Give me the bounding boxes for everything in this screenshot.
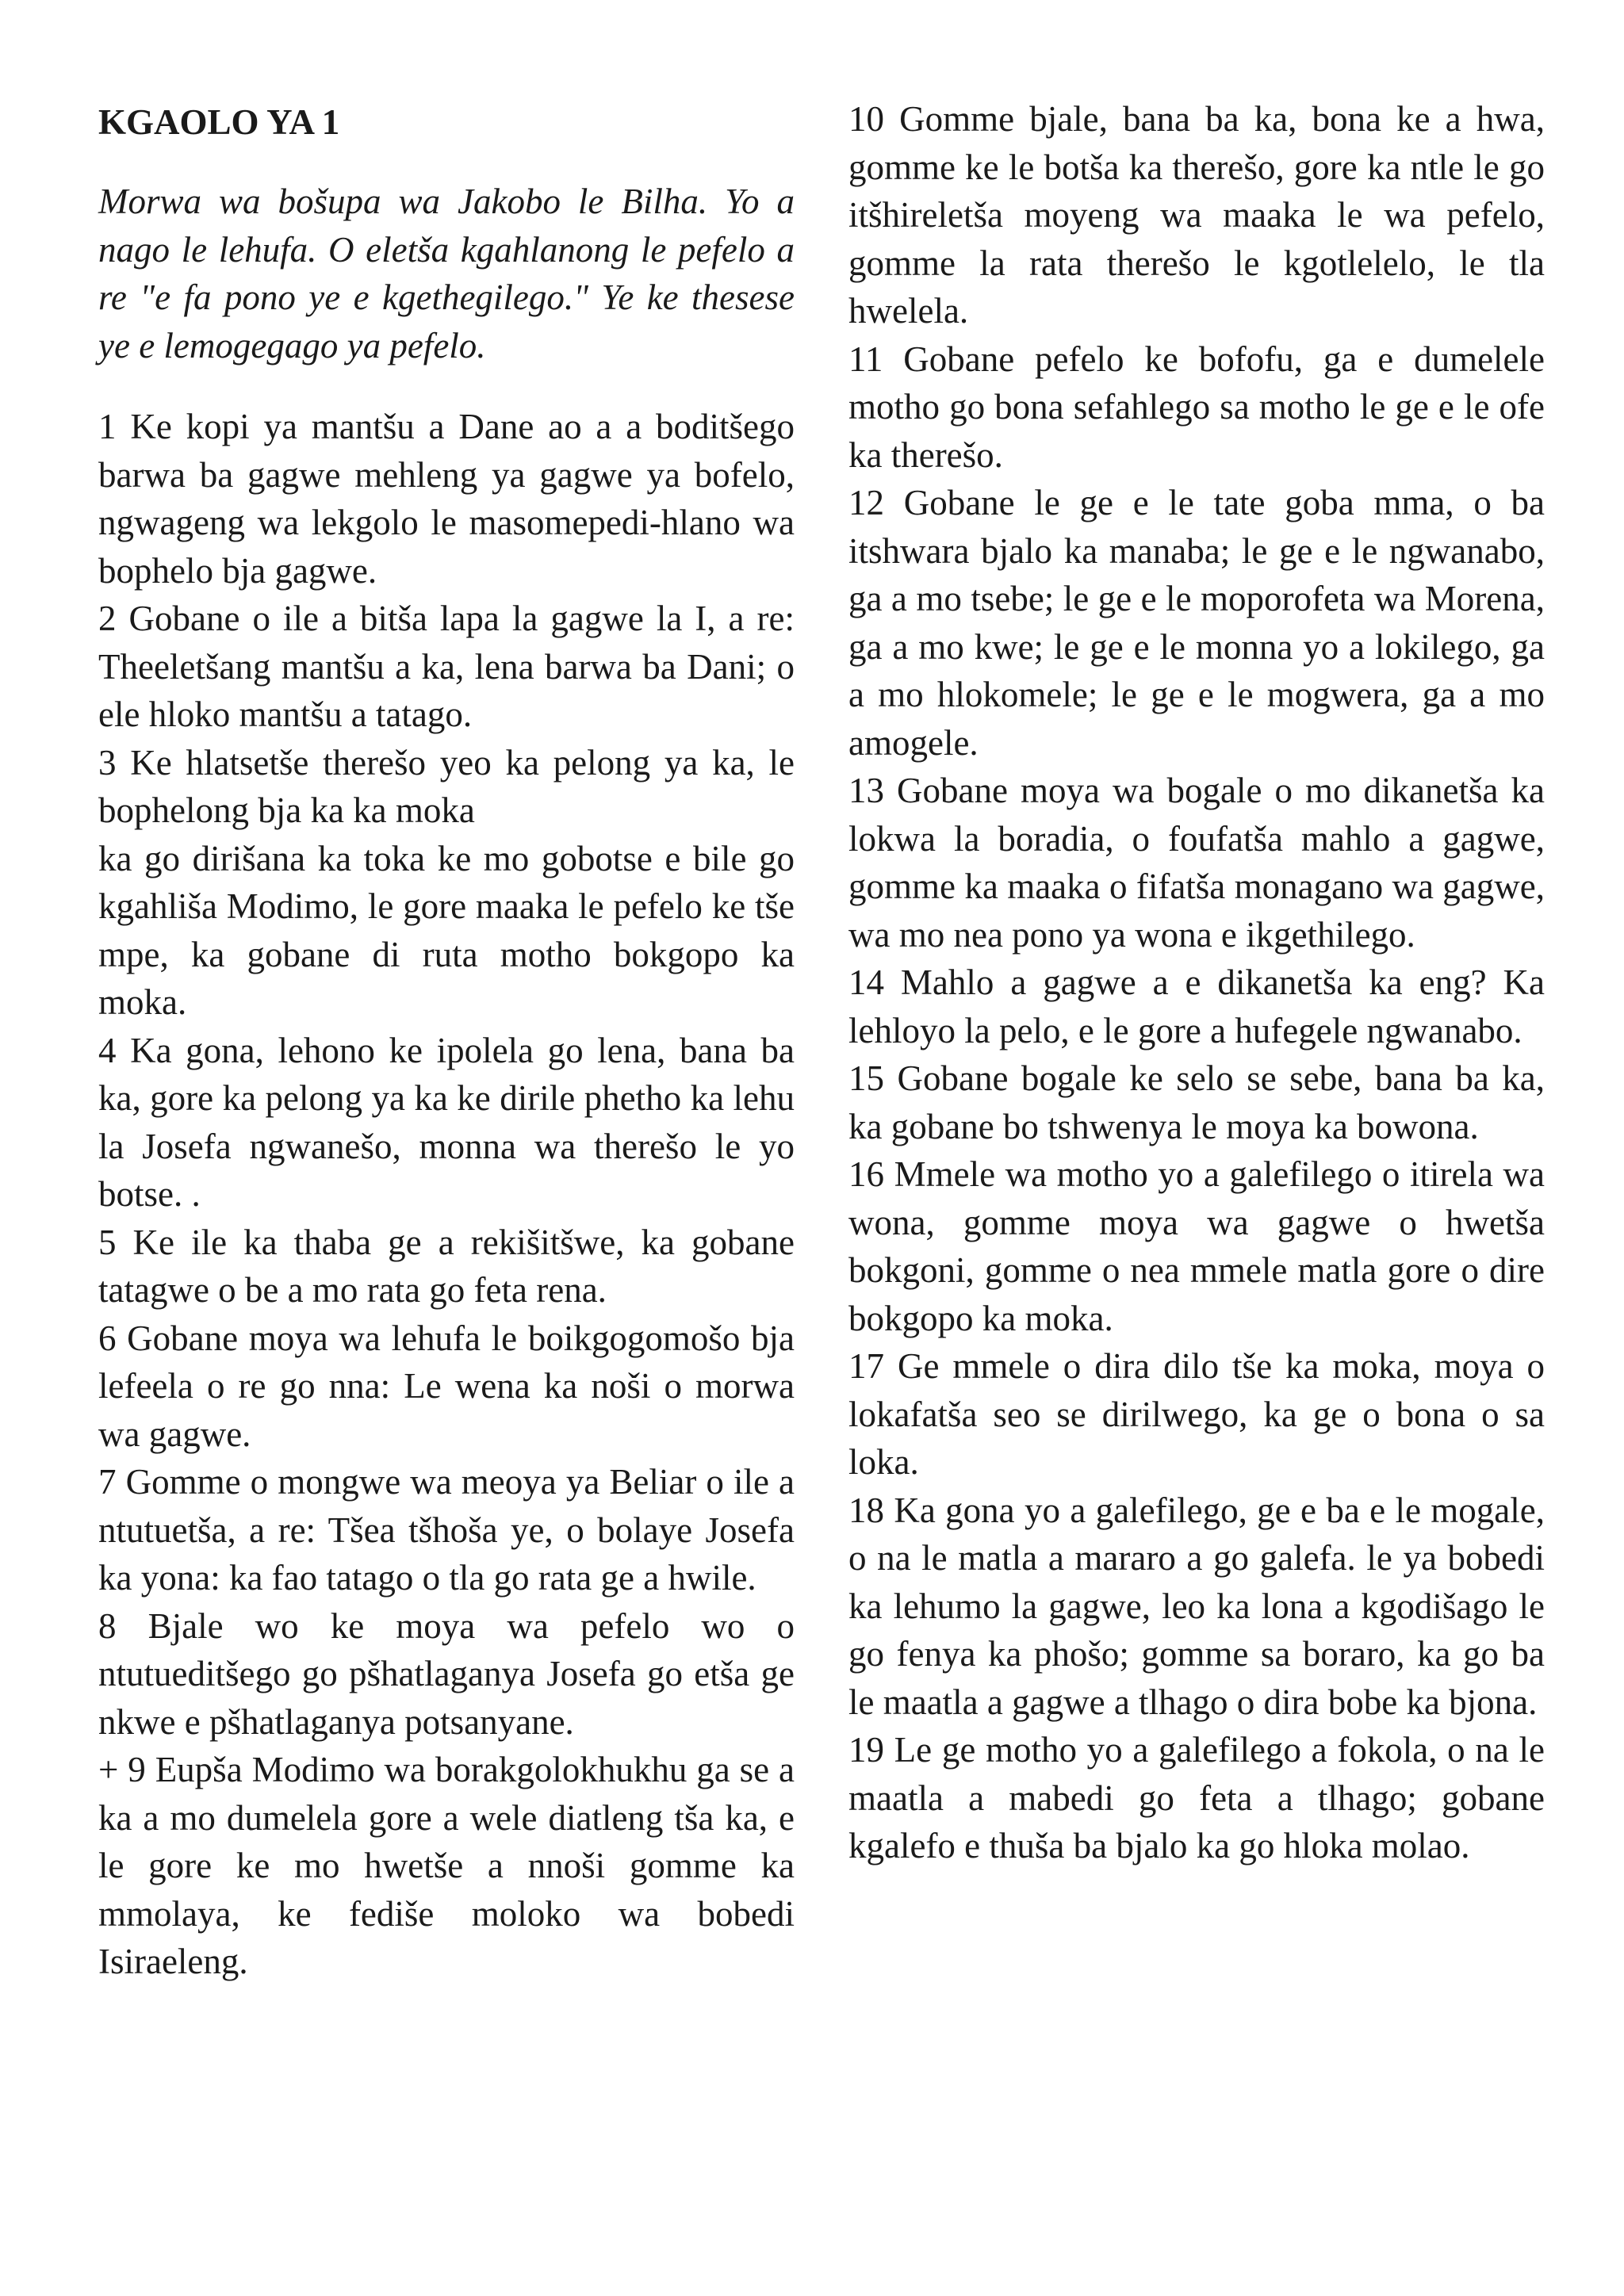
verse: ka go dirišana ka toka ke mo gobotse e bile go kgahliša Modimo, le gore maaka le pefelo ke tše mpe, ka gobane di ruta motho bokgopo ka moka.	[98, 838, 795, 1022]
left-column	[98, 98, 795, 1986]
verse: 18 Ka gona yo a galefilego, ge e ba e le mogale, o na le matla a mararo a go galefa. le ya bobedi ka lehumo la gagwe, leo ka lona a kgodišago le go fenya ka phošo; gomme sa boraro, ka go ba le maatla a gagwe a tlhago o dira bobe ka bjona.	[848, 1490, 1545, 1722]
chapter-intro: Morwa wa bošupa wa Jakobo le Bilha. Yo a nago le lehufa. O eletša kgahlanong le pefelo a re "e fa pono ye e kgethegilego." Ye ke thesese ye e lemogegago ya pefelo.	[98, 182, 795, 365]
verse: 14 Mahlo a gagwe a e dikanetša ka eng? Ka lehloyo la pelo, e le gore a hufegele ngwanabo.	[848, 962, 1545, 1050]
verse: 16 Mmele wa motho yo a galefilego o itirela wa wona, gomme moya wa gagwe o hwetša bokgoni, gomme o nea mmele matla gore o dire bokgopo ka moka.	[848, 1154, 1545, 1338]
verse: 4 Ka gona, lehono ke ipolela go lena, bana ba ka, gore ka pelong ya ka ke dirile phetho ka lehu la Josefa ngwanešo, monna wa therešo le yo botse. .	[98, 1030, 795, 1214]
verse: + 9 Eupša Modimo wa borakgolokhukhu ga se a ka a mo dumelela gore a wele diatleng tša ka, e le gore ke mo hwetše a nnoši gomme ka mmolaya, ke fediše moloko wa bobedi Isiraeleng.	[98, 1750, 795, 1981]
right-column	[848, 95, 1545, 1870]
verse: 7 Gomme o mongwe wa meoya ya Beliar o ile a ntutuetša, a re: Tšea tšhoša ye, o bolaye Josefa ka yona: ka fao tatago o tla go rata ge a hwile.	[98, 1462, 795, 1598]
verse: 1 Ke kopi ya mantšu a Dane ao a a boditšego barwa ba gagwe mehleng ya gagwe ya bofelo, ngwageng wa lekgolo le masomepedi-hlano wa bophelo bja gagwe.	[98, 407, 795, 591]
verse: 15 Gobane bogale ke selo se sebe, bana ba ka, ka gobane bo tshwenya le moya ka bowona.	[848, 1058, 1545, 1146]
verse: 17 Ge mmele o dira dilo tše ka moka, moya o lokafatša seo se dirilwego, ka ge o bona o sa loka.	[848, 1346, 1545, 1482]
verse: 13 Gobane moya wa bogale o mo dikanetša ka lokwa la boradia, o foufatša mahlo a gagwe, gomme ka maaka o fifatša monagano wa gagwe, wa mo nea pono ya wona e ikgethilego.	[848, 771, 1545, 955]
verse: 11 Gobane pefelo ke bofofu, ga e dumelele motho go bona sefahlego sa motho le ge e le ofe ka therešo.	[848, 339, 1545, 475]
verse: 6 Gobane moya wa lehufa le boikgogomošo bja lefeela o re go nna: Le wena ka noši o morwa wa gagwe.	[98, 1318, 795, 1454]
verse: 12 Gobane le ge e le tate goba mma, o ba itshwara bjalo ka manaba; le ge e le ngwanabo, ga a mo tsebe; le ge e le moporofeta wa Morena, ga a mo kwe; le ge e le monna yo a lokilego, ga a mo hlokomele; le ge e le mogwera, ga a mo amogele.	[848, 483, 1545, 763]
verse: 10 Gomme bjale, bana ba ka, bona ke a hwa, gomme ke le botša ka therešo, gore ka ntle le go itšhireletša moyeng wa maaka le wa pefelo, gomme la rata therešo le kgotlelelo, le tla hwelela.	[848, 99, 1545, 331]
verse: 8 Bjale wo ke moya wa pefelo wo o ntutueditšego go pšhatlaganya Josefa go etša ge nkwe e pšhatlaganya potsanyane.	[98, 1605, 795, 1742]
verse: 5 Ke ile ka thaba ge a rekišitšwe, ka gobane tatagwe o be a mo rata go feta rena.	[98, 1222, 795, 1310]
verse: 2 Gobane o ile a bitša lapa la gagwe la I, a re: Theeletšang mantšu a ka, lena barwa ba Dani; o ele hloko mantšu a tatago.	[98, 599, 795, 734]
verse: 19 Le ge motho yo a galefilego a fokola, o na le maatla a mabedi go feta a tlhago; gobane kgalefo e thuša ba bjalo ka go hloka molao.	[848, 1730, 1545, 1866]
chapter-heading: KGAOLO YA 1	[98, 102, 340, 142]
verse: 3 Ke hlatsetše therešo yeo ka pelong ya ka, le bophelong bja ka ka moka	[98, 742, 795, 830]
